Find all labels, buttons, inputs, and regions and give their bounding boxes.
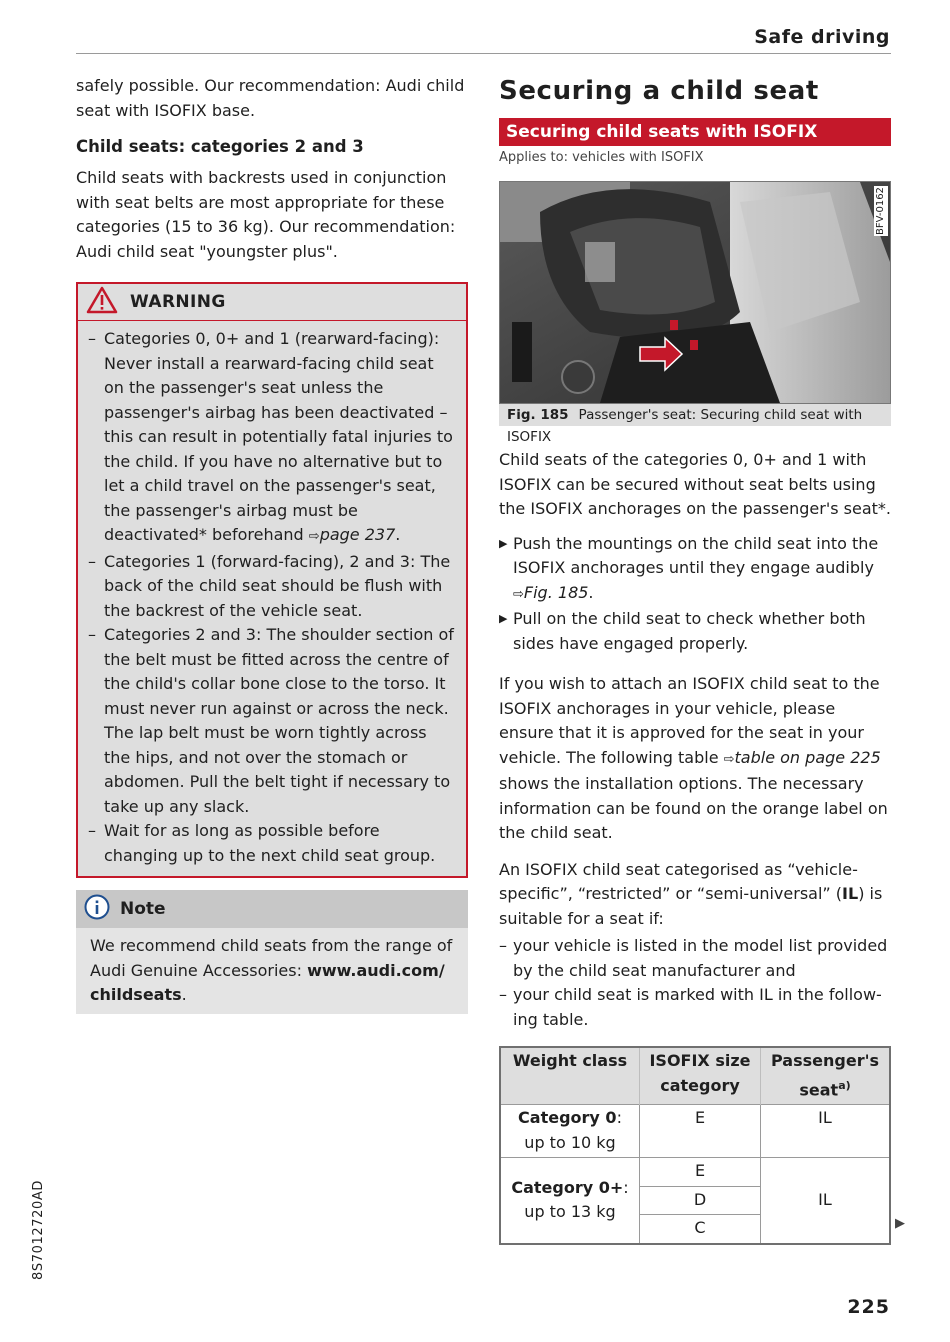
subsection-bar: Securing child seats with ISOFIX — [499, 118, 891, 146]
isofix-intro-text: Child seats of the categories 0, 0+ and 1 with ISOFIX can be secured without seat belts using the ISOFIX anchorages on the passenger's seat*. — [499, 450, 891, 518]
condition-item: – your child seat is marked with IL in the following table. — [499, 985, 882, 1029]
condition-item: – your vehicle is listed in the model list provided by the child seat manufacturer and — [499, 936, 888, 980]
categories-2-3-text: Child seats with backrests used in conjunction with seat belts are most appropriate for these categories (15 to 36 kg). Our recommendation: Audi child seat "youngster plus". — [76, 168, 456, 261]
intro-text: safely possible. Our recommendation: Audi child seat with ISOFIX base. — [76, 76, 465, 120]
note-title: Note — [120, 899, 166, 919]
warning-item: – Categories 0, 0+ and 1 (rearward-facing): Never install a rearward-facing child seat on the passenger's seat unless the passenger's airbag has been deactivated – this can result in potentially fatal injuries to the child. If you have no alternative but to let a child travel on the passenger's seat, the passenger's airbag must be deactivated* beforehand ⇨page 237. — [88, 329, 453, 544]
warning-header — [78, 284, 466, 321]
figure-label: Fig. 185 — [507, 407, 569, 423]
warning-box — [76, 282, 468, 878]
instruction-steps — [499, 532, 891, 657]
table-row: D — [500, 1186, 890, 1215]
warning-title: WARNING — [130, 292, 226, 312]
note-text: We recommend child seats from the range of Audi Genuine Accessories: www.audi.com/ childseats. — [90, 936, 453, 1004]
note-header — [76, 890, 468, 928]
table-row: Category 0+: up to 13 kg E IL — [500, 1158, 890, 1187]
applies-to-text: Applies to: vehicles with ISOFIX — [499, 150, 704, 165]
document-code: 8S7012720AD — [31, 1180, 46, 1280]
section-title: Securing a child seat — [499, 76, 819, 106]
col-weight-class: Weight class — [500, 1047, 640, 1105]
header-title: Safe driving — [754, 26, 890, 48]
page-reference-link[interactable]: page 237 — [319, 525, 396, 544]
page-number: 225 — [847, 1296, 890, 1318]
child-seat-photo — [499, 181, 891, 404]
isofix-table — [499, 1046, 891, 1245]
accessories-link[interactable]: www.audi.com/ childseats — [90, 960, 445, 1004]
figure-185 — [499, 181, 891, 445]
table-row: C — [500, 1215, 890, 1244]
table-reference-link[interactable]: table on page 225 — [734, 747, 881, 767]
note-box — [76, 890, 468, 1014]
suitability-text: An ISOFIX child seat categorised as “vehicle-specific”, “restricted” or “semi-universal” (IL) is suitable for a seat if: — [499, 859, 883, 928]
right-column — [499, 74, 891, 1245]
suitability-conditions — [499, 934, 891, 1032]
table-row: Category 0: up to 10 kg E IL — [500, 1105, 890, 1158]
continue-arrow-icon: ▶ — [895, 1216, 905, 1231]
left-column — [76, 74, 468, 1014]
figure-reference-link[interactable]: Fig. 185 — [523, 582, 589, 602]
warning-item: – Categories 1 (forward-facing), 2 and 3: The back of the child seat should be flush with the backrest of the vehicle seat. — [88, 551, 451, 620]
info-icon — [84, 894, 110, 924]
warning-triangle-icon — [86, 286, 118, 318]
instruction-step: ▶ Pull on the child seat to check whether both sides have engaged properly. — [499, 609, 866, 653]
subhead-categories-2-3: Child seats: categories 2 and 3 — [76, 137, 364, 156]
header-rule — [76, 53, 891, 54]
figure-caption: Fig. 185 Passenger's seat: Securing child seat with ISOFIX — [499, 404, 891, 426]
figure-code: BFV-0162 — [875, 187, 886, 235]
col-isofix-size: ISOFIX size category — [640, 1047, 761, 1105]
warning-item: – Categories 2 and 3: The shoulder section of the belt must be fitted across the centre of the child's collar bone close to the torso. It must never run against or across the neck. The lap belt must be worn tightly across the hips, and not over the stomach or abdomen. Pull the belt tight if necessary to take up any slack. — [88, 625, 454, 816]
warning-item: – Wait for as long as possible before changing up to the next child seat group. — [88, 821, 436, 865]
col-passenger-seat: Passenger's seat$^{a)}$ — [761, 1047, 891, 1105]
installation-options-text: If you wish to attach an ISOFIX child seat to the ISOFIX anchorages in your vehicle, please ensure that it is approved for the seat in your vehicle. The following table ⇨table on page 225 shows the installation options. The necessary information can be found on the orange label on the child seat. — [499, 674, 888, 842]
instruction-step: ▶ Push the mountings on the child seat into the ISOFIX anchorages until they engage audibly ⇨Fig. 185. — [499, 533, 879, 602]
